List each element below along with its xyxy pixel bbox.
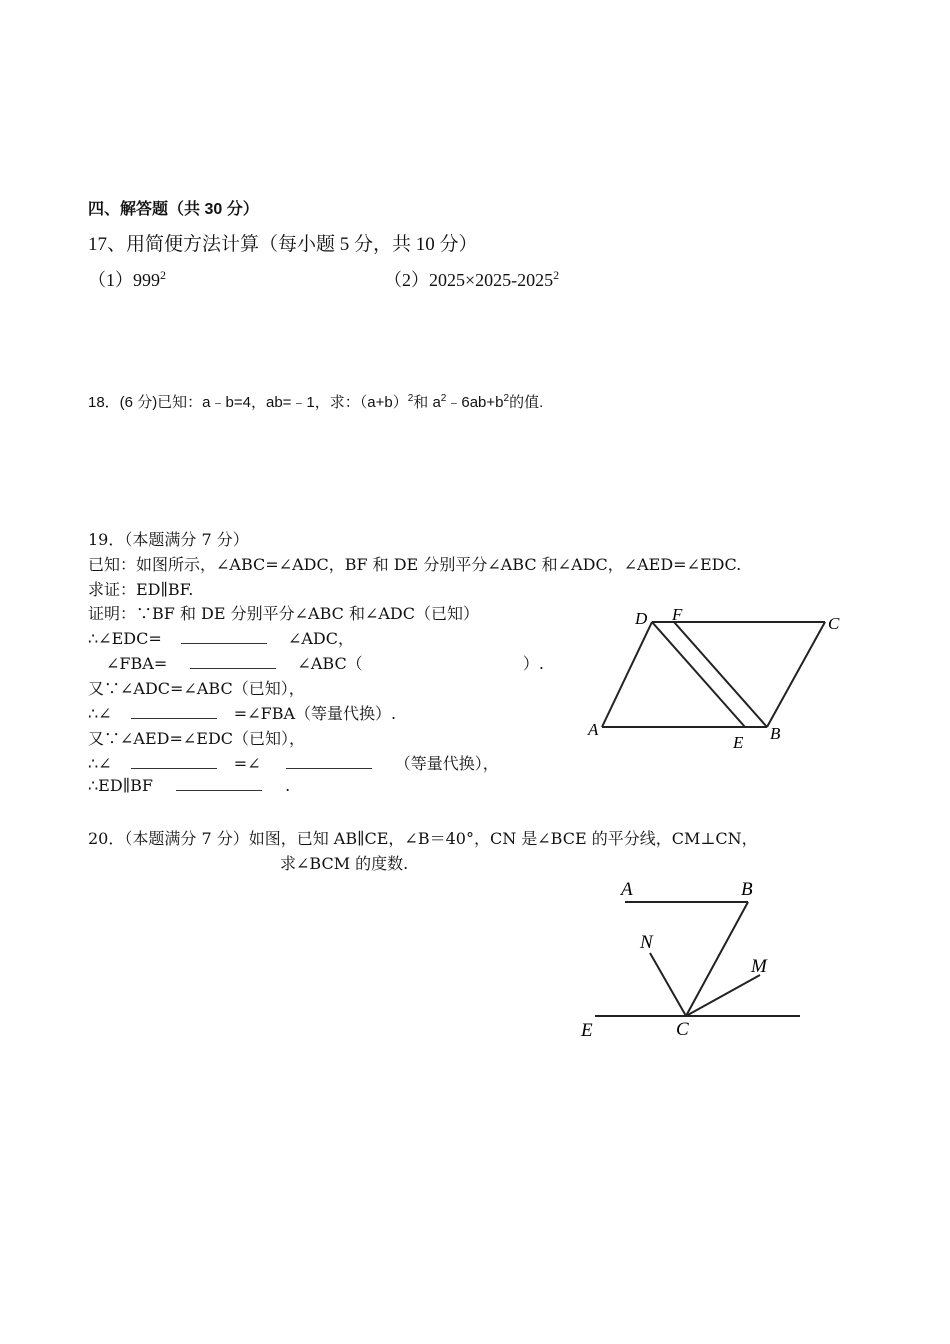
label-a: A (588, 720, 599, 739)
q18-text (88, 391, 543, 412)
q17-part1-label: （1）999 (88, 270, 160, 290)
q17-part2-exponent: 2 (553, 268, 560, 282)
q18-exp-b: 2 (440, 393, 447, 404)
q17-part2 (384, 266, 559, 292)
angle-figure (575, 872, 815, 1047)
q18-exp-c: 2 (503, 393, 510, 404)
q19-proof-7b: =∠ (233, 754, 261, 773)
edge-da (602, 622, 652, 727)
q19-proof-line-7 (88, 751, 499, 774)
q20-line-2: 求∠BCM 的度数. (280, 854, 409, 873)
answer-blank-7[interactable] (176, 776, 262, 791)
answer-blank-5[interactable] (131, 754, 217, 769)
q18-text-d: 的值. (509, 394, 544, 411)
q19-proof-7a: ∴∠ (88, 754, 112, 773)
q19-proof-line-4: 又∵∠ADC=∠ABC（已知）， (88, 679, 305, 698)
parallelogram-figure (580, 600, 870, 760)
answer-blank-4[interactable] (131, 704, 217, 719)
label-f: F (672, 605, 683, 624)
segment-de (652, 622, 745, 727)
q19-proof-7c: （等量代换）， (394, 754, 499, 773)
answer-blank-3[interactable] (368, 655, 518, 669)
q19-proof-line-2 (88, 626, 354, 649)
segment-fb (674, 622, 767, 727)
q19-given: 已知：如图所示，∠ABC=∠ADC，BF 和 DE 分别平分∠ABC 和∠ADC，∠AED=∠EDC. (88, 555, 742, 574)
q18-text-b: 和 a (413, 394, 441, 411)
q18-exp-a: 2 (407, 393, 414, 404)
q19-proof-2a: ∴∠EDC= (88, 629, 162, 648)
q19-proof-8b: . (285, 776, 291, 795)
q18-text-a: 18．(6 分)已知：a﹣b=4，ab=﹣1，求：（a+b） (88, 394, 408, 411)
label-m: M (751, 956, 767, 977)
q19-prove: 求证：ED∥BF. (88, 580, 194, 599)
label-c: C (676, 1019, 689, 1040)
answer-blank-1[interactable] (181, 629, 267, 644)
label-e: E (733, 733, 744, 752)
q18-text-c: ﹣6ab+b (446, 394, 504, 411)
section-title: 四、解答题（共 30 分） (88, 201, 259, 218)
label-a: A (621, 879, 633, 900)
q19-proof-3a: ∠FBA= (106, 654, 168, 673)
q19-proof-5b: =∠FBA（等量代换）. (233, 704, 397, 723)
q17-part2-label: （2）2025×2025-2025 (384, 270, 554, 290)
label-n: N (640, 932, 653, 953)
q17-part1-exponent: 2 (160, 268, 166, 282)
q19-proof-3c: ）. (522, 654, 544, 673)
q19-proof-line-5 (88, 701, 396, 724)
label-b: B (741, 879, 753, 900)
q20-line-1: 20．（本题满分 7 分）如图，已知 AB∥CE，∠B＝40°，CN 是∠BCE 的平分线，CM⊥CN， (88, 829, 758, 848)
q17-part1 (88, 266, 166, 292)
answer-blank-6[interactable] (286, 754, 372, 769)
label-c: C (828, 614, 840, 633)
answer-blank-2[interactable] (190, 654, 276, 669)
label-d: D (635, 609, 648, 628)
q19-proof-line-1: 证明：∵BF 和 DE 分别平分∠ABC 和∠ADC（已知） (88, 604, 480, 623)
q19-proof-line-6: 又∵∠AED=∠EDC（已知）， (88, 729, 306, 748)
q19-proof-5a: ∴∠ (88, 704, 112, 723)
q19-header: 19．（本题满分 7 分） (88, 530, 249, 549)
q19-proof-3b: ∠ABC（ (297, 654, 363, 673)
label-b: B (770, 724, 781, 743)
q17-title: 17、用简便方法计算（每小题 5 分，共 10 分） (88, 234, 478, 255)
edge-cb (767, 622, 825, 727)
q19-proof-8a: ∴ED∥BF (88, 776, 153, 795)
label-e: E (581, 1020, 593, 1041)
q19-proof-line-3 (106, 651, 544, 674)
q19-proof-2b: ∠ADC， (287, 629, 354, 648)
q19-proof-line-8 (88, 776, 290, 795)
segment-cn (650, 953, 686, 1016)
